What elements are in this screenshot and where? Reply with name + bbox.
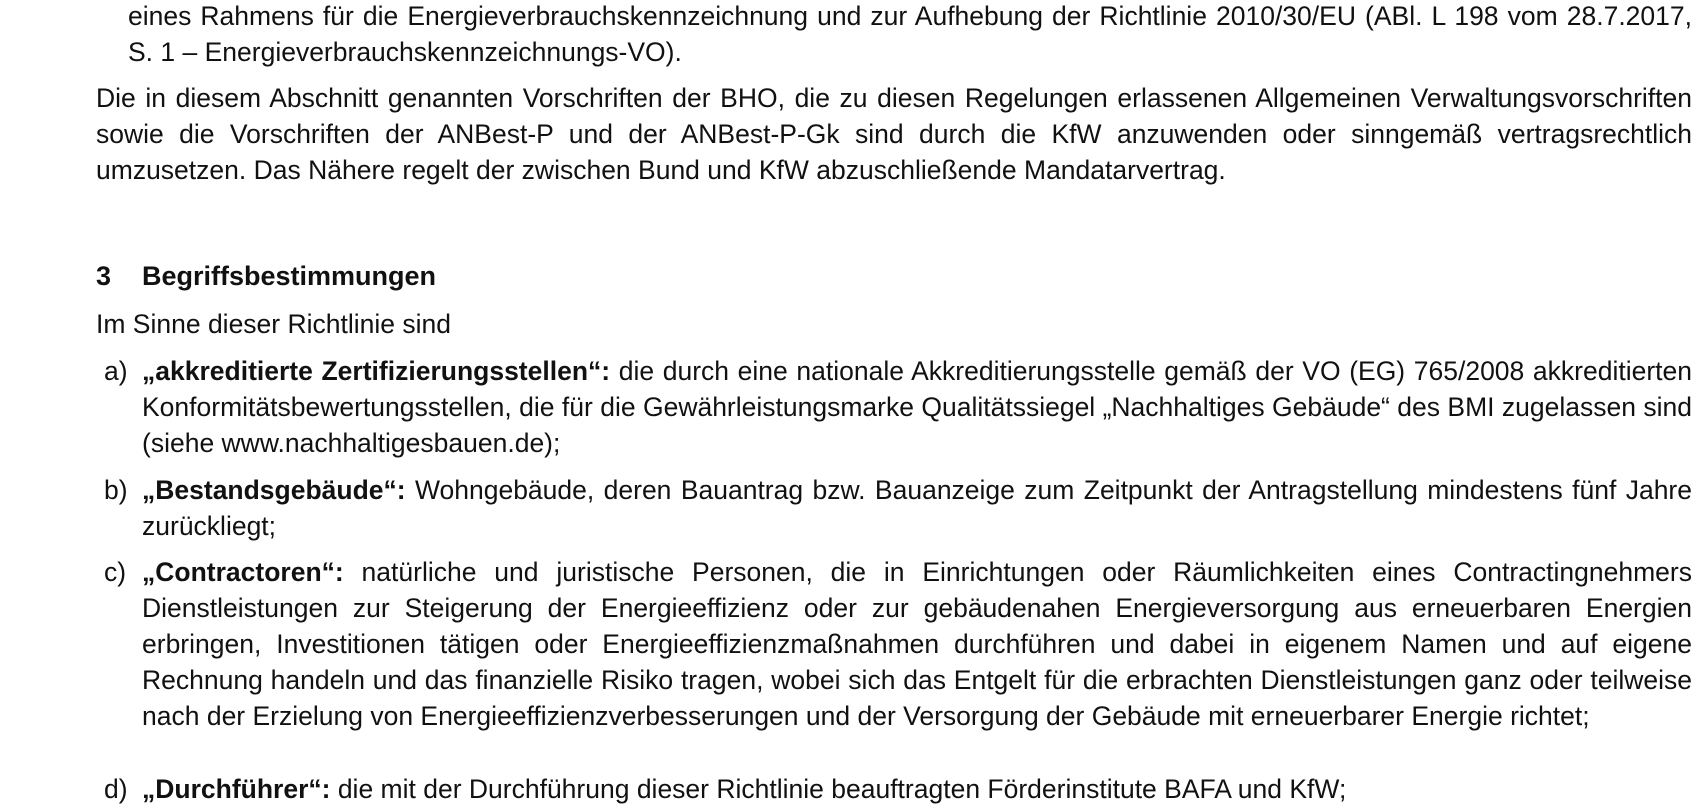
definition-term: „Durchführer“:: [142, 774, 331, 804]
definitions-lead-text: Im Sinne dieser Richtlinie sind: [96, 309, 451, 339]
intro-continuation-text: eines Rahmens für die Energieverbrauchskennzeichnung und zur Aufhebung der Richtlinie 2010/30/EU (ABl. L 198 vom 28.7.2017, S. 1 – Energieverbrauchskennzeichnungs-VO).: [128, 1, 1692, 67]
definition-text: die mit der Durchführung dieser Richtlinie beauftragten Förderinstitute BAFA und KfW;: [330, 774, 1347, 804]
definition-term: „Bestandsgebäude“:: [142, 475, 406, 505]
section-number: 3: [96, 261, 112, 291]
definition-item-a: [96, 353, 1692, 461]
definition-marker: c): [104, 557, 127, 587]
definition-text: natürliche und juristische Personen, die in Einrichtungen oder Räumlichkeiten eines Contractingnehmers Dienstleistungen zur Steigerung der Energieeffizienz oder zur gebäudenahen Energieversorgung aus erneuerbaren Energien erbringen, Investitionen tätigen oder Energieeffizienzmaßnahmen durchführen und dabei in eigenem Namen und auf eigene Rechnung handeln und das finanzielle Risiko tragen, wobei sich das Entgelt für die erbrachten Dienstleistungen ganz oder teilweise nach der Erzielung von Energieeffizienzverbesserungen und der Versorgung der Gebäude mit erneuerbarer Energie richtet;: [142, 557, 1692, 731]
definition-text: Wohngebäude, deren Bauantrag bzw. Bauanzeige zum Zeitpunkt der Antragstellung mindestens fünf Jahre zurückliegt;: [142, 475, 1692, 541]
definition-marker: d): [104, 774, 128, 804]
definition-item-b: [96, 472, 1692, 544]
definition-body: [142, 771, 1692, 807]
section-heading: [96, 258, 1692, 294]
definition-text: die durch eine nationale Akkreditierungsstelle gemäß der VO (EG) 765/2008 akkreditierten Konformitätsbewertungsstellen, die für die Gewährleistungsmarke Qualitätssiegel „Nachhaltiges Gebäude“ des BMI zugelassen sind (siehe www.nachhaltigesbauen.de);: [142, 356, 1692, 458]
definition-term: „Contractoren“:: [142, 557, 344, 587]
definition-marker: a): [104, 356, 128, 386]
definition-term: „akkreditierte Zertifizierungsstellen“:: [142, 356, 611, 386]
definition-item-c: [96, 554, 1692, 734]
body-paragraph: Die in diesem Abschnitt genannten Vorschriften der BHO, die zu diesen Regelungen erlassenen Allgemeinen Verwaltungsvorschriften sowie die Vorschriften der ANBest-P und der ANBest-P-Gk sind durch die KfW anzuwenden oder sinngemäß vertragsrechtlich umzusetzen. Das Nähere regelt der zwischen Bund und KfW abzuschließende Mandatarvertrag.: [96, 83, 1692, 185]
section-title: Begriffsbestimmungen: [142, 261, 437, 291]
definition-body: [142, 353, 1692, 461]
definition-body: [142, 554, 1692, 734]
definition-marker: b): [104, 475, 128, 505]
definition-body: [142, 472, 1692, 544]
definition-item-d: [96, 771, 1692, 807]
